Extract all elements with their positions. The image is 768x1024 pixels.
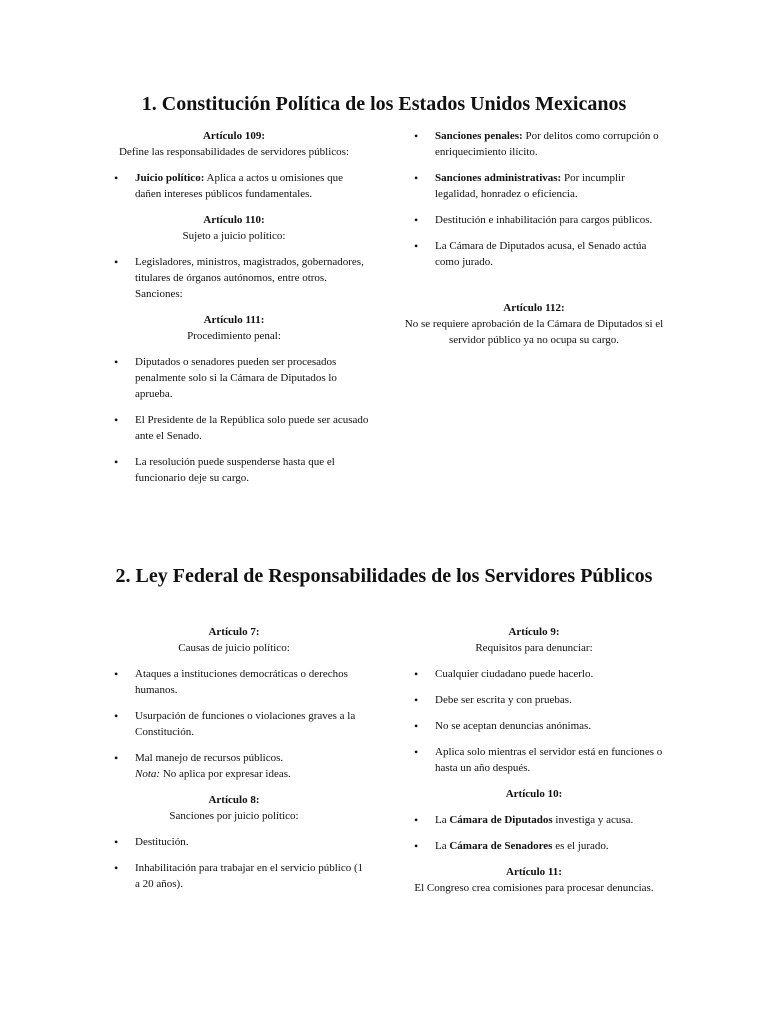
article-11-heading: Artículo 11: El Congreso crea comisiones para procesar denuncias. (414, 866, 654, 894)
list-item: • El Presidente de la República solo puede ser acusado ante el Senado. (98, 412, 370, 444)
list-item: • No se aceptan denuncias anónimas. (398, 718, 670, 734)
section-2-right-column (398, 624, 670, 896)
section-1-left-column (98, 128, 370, 496)
list-item: • La resolución puede suspenderse hasta que el funcionario deje su cargo. (98, 454, 370, 486)
article-111-heading: Artículo 111: Procedimiento penal: (187, 314, 281, 342)
article-8-list (98, 834, 370, 892)
article-10-heading: Artículo 10: (505, 788, 563, 800)
article-110-list (98, 254, 370, 302)
section-1-title: 1. Constitución Política de los Estados Unidos Mexicanos (141, 93, 627, 115)
list-item: • Debe ser escrita y con pruebas. (398, 692, 670, 708)
list-item: • La Cámara de Diputados investiga y acusa. (398, 812, 670, 828)
article-110-heading: Artículo 110: Sujeto a juicio político: (182, 214, 286, 242)
list-item: • Destitución e inhabilitación para cargos públicos. (398, 212, 670, 228)
article-7-list (98, 666, 370, 782)
list-item: • Sanciones penales: Por delitos como corrupción o enriquecimiento ilícito. (398, 128, 670, 160)
article-9-list (398, 666, 670, 776)
list-item: • Cualquier ciudadano puede hacerlo. (398, 666, 670, 682)
list-item: • Legisladores, ministros, magistrados, gobernadores, titulares de órganos autónomos, entre otros. Sanciones: (98, 254, 370, 302)
list-item: • Aplica solo mientras el servidor está en funciones o hasta un año después. (398, 744, 670, 776)
list-item: • La Cámara de Diputados acusa, el Senado actúa como jurado. (398, 238, 670, 270)
list-item: • Inhabilitación para trabajar en el servicio público (1 a 20 años). (98, 860, 370, 892)
sanctions-list (398, 128, 670, 270)
article-109-list (98, 170, 370, 202)
article-109-heading: Artículo 109: Define las responsabilidades de servidores públicos: (118, 130, 350, 158)
list-item: • Usurpación de funciones o violaciones graves a la Constitución. (98, 708, 370, 740)
list-item: • Mal manejo de recursos públicos. Nota: No aplica por expresar ideas. (98, 750, 370, 782)
section-2-title: 2. Ley Federal de Responsabilidades de los Servidores Públicos (115, 565, 653, 587)
list-item: • La Cámara de Senadores es el jurado. (398, 838, 670, 854)
article-111-list (98, 354, 370, 486)
section-2-left-column (98, 624, 370, 902)
list-item: • Destitución. (98, 834, 370, 850)
section-1-right-column (398, 128, 670, 348)
list-item: • Diputados o senadores pueden ser procesados penalmente solo si la Cámara de Diputados lo aprueba. (98, 354, 370, 402)
article-8-heading: Artículo 8: Sanciones por juicio político: (169, 794, 299, 822)
list-item: • Ataques a instituciones democráticas o derechos humanos. (98, 666, 370, 698)
article-9-heading: Artículo 9: Requisitos para denunciar: (475, 626, 593, 654)
article-112-heading: Artículo 112: No se requiere aprobación de la Cámara de Diputados si el servidor público ya no ocupa su cargo. (404, 302, 664, 346)
list-item: • Juicio político: Aplica a actos u omisiones que dañen intereses públicos fundamentales. (98, 170, 370, 202)
article-10-list (398, 812, 670, 854)
article-7-heading: Artículo 7: Causas de juicio político: (178, 626, 290, 654)
list-item: • Sanciones administrativas: Por incumplir legalidad, honradez o eficiencia. (398, 170, 670, 202)
article-7-note: Nota: No aplica por expresar ideas. (135, 768, 291, 780)
